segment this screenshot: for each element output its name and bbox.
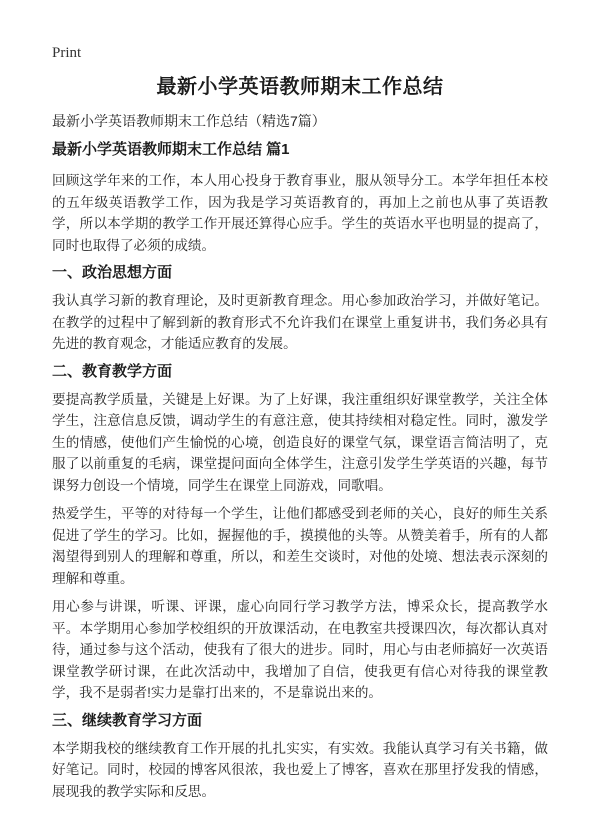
document-title: 最新小学英语教师期末工作总结 [156,76,444,98]
paragraph-teaching-quality: 要提高教学质量，关键是上好课。为了上好课，我注重组织好课堂教学，关注全体学生，注意信息反馈，调动学生的有意注意，使其持续相对稳定性。同时，激发学生的情感，使他们产生愉悦的心境，创造良好的课堂气氛，课堂语言简洁明了，克服了以前重复的毛病，课堂提问面向全体学生，注意引发学生学英语的兴趣，每节课努力创设一个情境，同学生在课堂上同游戏，同歌唱。 [52,391,548,493]
paragraph-continuing-education: 本学期我校的继续教育工作开展的扎扎实实，有实效。我能认真学习有关书籍，做好笔记。同时，校园的博客风很浓，我也爱上了博客，喜欢在那里抒发我的情感，展现我的教学实际和反思。 [52,740,548,799]
section-heading-continuing-education: 三、继续教育学习方面 [52,711,203,729]
section-heading-education-teaching: 二、教育教学方面 [52,362,173,380]
section-heading-political-thought: 一、政治思想方面 [52,264,173,281]
print-link[interactable]: Print [52,45,82,61]
paragraph-lectures-activities: 用心参与讲课，听课、评课，虚心向同行学习教学方法，博采众长，提高教学水平。本学期用心参加学校组织的开放课活动，在电教室共授课四次，每次都认真对待，通过参与这个活动，使我有了很大的进步。同时，用心与由老师搞好一次英语课堂教学研讨课，在此次活动中，我增加了自信，使我更有信心对待我的课堂教学，我不是弱者!实力是靠打出来的，不是靠说出来的。 [52,599,548,700]
document-subtitle: 最新小学英语教师期末工作总结（精选7篇） [52,113,326,129]
paragraph-intro: 回顾这学年来的工作，本人用心投身于教育事业，服从领导分工。本学年担任本校的五年级英语教学工作，因为我是学习英语教育的，再加上之前也从事了英语教学，所以本学期的教学工作开展还算得心应手。学生的英语水平也明显的提高了，同时也取得了必须的成绩。 [52,173,548,253]
paragraph-political-thought: 我认真学习新的教育理论，及时更新教育理念。用心参加政治学习，并做好笔记。在教学的过程中了解到新的教育形式不允许我们在课堂上重复讲书，我们务必具有先进的教育观念，才能适应教育的发展。 [52,293,548,351]
article-heading: 最新小学英语教师期末工作总结 篇1 [52,141,290,158]
paragraph-love-students: 热爱学生，平等的对待每一个学生，让他们都感受到老师的关心，良好的师生关系促进了学生的学习。比如，握握他的手，摸摸他的头等。从赞美着手，所有的人都渴望得到别人的理解和尊重，所以，和差生交谈时，对他的处境、想法表示深刻的理解和尊重。 [52,506,548,586]
